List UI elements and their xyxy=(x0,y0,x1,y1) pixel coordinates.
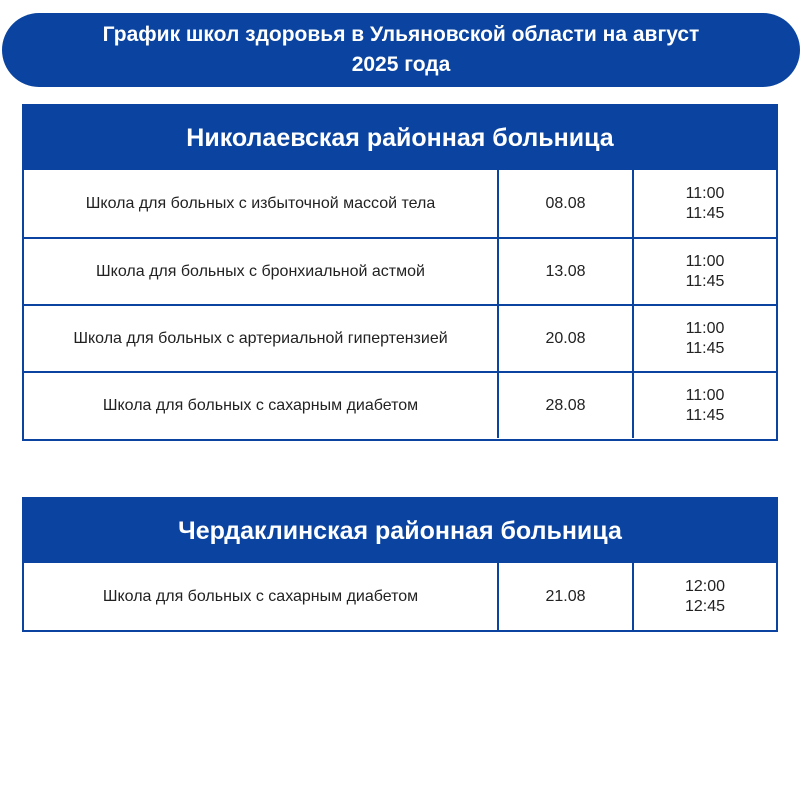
school-time xyxy=(634,306,776,371)
school-date: 20.08 xyxy=(499,306,634,371)
school-date: 13.08 xyxy=(499,239,634,304)
hospital-name: Николаевская районная больница xyxy=(24,106,776,170)
school-time xyxy=(634,563,776,630)
table-row xyxy=(24,563,776,630)
table-row xyxy=(24,237,776,304)
school-date: 08.08 xyxy=(499,170,634,237)
school-time xyxy=(634,170,776,237)
time-start: 11:00 xyxy=(685,252,725,270)
hospital-table xyxy=(22,497,778,632)
time-start: 11:00 xyxy=(685,386,725,404)
school-time xyxy=(634,239,776,304)
school-name: Школа для больных с избыточной массой тела xyxy=(24,170,499,237)
page-title-line-1: График школ здоровья в Ульяновской области на август xyxy=(102,23,700,46)
school-name: Школа для больных с бронхиальной астмой xyxy=(24,239,499,304)
page-title-line-2: 2025 года xyxy=(351,53,451,76)
time-end: 11:45 xyxy=(685,406,725,424)
school-time xyxy=(634,373,776,438)
school-date: 28.08 xyxy=(499,373,634,438)
table-row xyxy=(24,304,776,371)
time-start: 11:00 xyxy=(685,184,725,202)
page-title-banner xyxy=(2,13,800,87)
time-end: 11:45 xyxy=(685,272,725,290)
time-start: 11:00 xyxy=(685,319,725,337)
schedule-rows xyxy=(24,563,776,630)
table-row xyxy=(24,170,776,237)
schedule-rows xyxy=(24,170,776,438)
time-end: 11:45 xyxy=(685,339,725,357)
hospital-table xyxy=(22,104,778,441)
time-end: 12:45 xyxy=(684,597,726,615)
time-end: 11:45 xyxy=(685,204,725,222)
school-name: Школа для больных с сахарным диабетом xyxy=(24,563,499,630)
school-name: Школа для больных с артериальной гипертензией xyxy=(24,306,499,371)
hospital-name: Чердаклинская районная больница xyxy=(24,499,776,563)
school-date: 21.08 xyxy=(499,563,634,630)
school-name: Школа для больных с сахарным диабетом xyxy=(24,373,499,438)
table-row xyxy=(24,371,776,438)
time-start: 12:00 xyxy=(684,577,726,595)
page-title xyxy=(61,20,741,80)
